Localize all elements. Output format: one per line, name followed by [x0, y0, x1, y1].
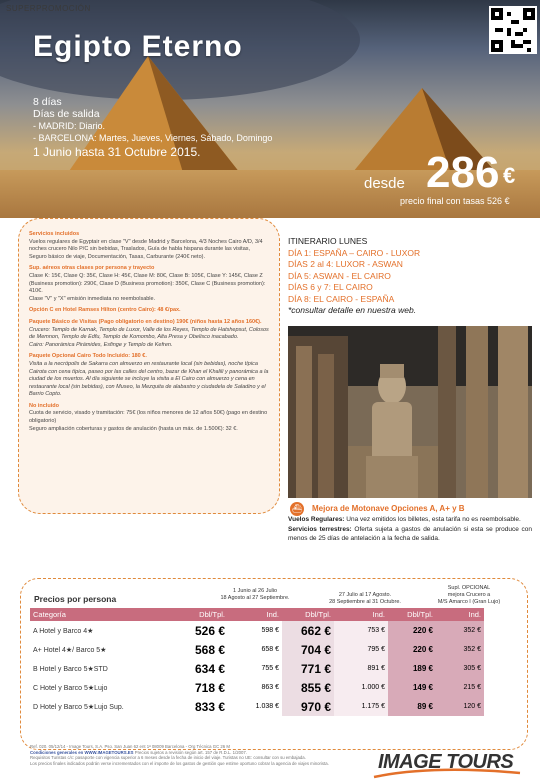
row-category: C Hotel y Barco 5★Lujo — [33, 684, 108, 692]
land-services-label: Servicios terrestres: — [288, 526, 352, 534]
price-dbl1: 634 € — [194, 661, 225, 676]
not-included-heading: No incluido — [29, 402, 59, 409]
table-row — [30, 621, 484, 640]
table-row — [30, 678, 484, 697]
date-range: 1 Junio hasta 31 Octubre 2015. — [33, 145, 201, 159]
price-dbl2: 662 € — [282, 621, 334, 640]
price-ind3: 120 € — [436, 697, 484, 716]
insurance-text: Seguro ampliación coberturas y gastos de anulación (hasta un máx. de 1.500€): 32 €. — [29, 425, 238, 432]
cruise-visits: Crucero: Templo de Karnak, Templo de Luxor, Valle de los Reyes, Templo de Hatshepsut, Colosos de Memnon, Templo de Edfu, Templo de Komombo, Alta Presa y Obelisco inacabado. — [29, 326, 269, 341]
price-table-header — [30, 608, 484, 621]
page-title: Egipto Eterno — [33, 30, 243, 63]
itinerary-day: DÍAS 2 al 4: LUXOR - ASWAN — [288, 259, 403, 269]
price-ind3: 305 € — [436, 659, 484, 678]
row-category: B Hotel y Barco 5★STD — [33, 665, 108, 673]
header-ind1: Ind. — [228, 608, 282, 621]
table-row — [30, 697, 484, 716]
superpromo-label: SUPERPROMOCIÓN — [6, 4, 91, 13]
price-final-note: precio final con tasas 526 € — [400, 196, 510, 206]
logo-swoosh-icon — [372, 765, 522, 779]
itinerary-day: DÍA 8: EL CAIRO - ESPAÑA — [288, 293, 395, 304]
table-row — [30, 640, 484, 659]
itinerary-note: *consultar detalle en nuestra web. — [288, 305, 417, 315]
itinerary-day: DÍA 5: ASWAN - EL CAIRO — [288, 270, 391, 281]
madrid-departures: - MADRID: Diario. — [33, 121, 106, 131]
price-ind1: 1.038 € — [255, 703, 279, 710]
price-table — [30, 608, 484, 716]
services-included-heading: Servicios incluidos — [29, 231, 80, 237]
conditions-link[interactable]: Condiciones generales en WWW.IMAGETOURS.ES — [30, 749, 134, 755]
period1-label: 1 Junio al 26 Julio 18 Agosto al 27 Septiembre. — [220, 588, 290, 601]
itinerary-title: ITINERARIO LUNES — [288, 236, 368, 246]
services-included-text: Vuelos regulares de Egyptair en clase "V" desde Madrid y Barcelona, 4/3 Noches Cairo A/D, 3/4 noches crucero Nilo P/C sin bebidas, Traslados, Guía de habla hispana durante las visitas, Seguro básico de viaje, Documentación, Tasas, Carburante (240€ neto). — [29, 238, 263, 260]
price-dbl3: 189 € — [388, 659, 436, 678]
price-ind1: 598 € — [261, 627, 279, 634]
days-count: 8 días — [33, 96, 62, 108]
departure-label: Días de salida — [33, 108, 100, 120]
header-ind2: Ind. — [334, 608, 388, 621]
air-supplements-note: Clase "V" y "X" emisión inmediata no reembolsable. — [29, 295, 156, 302]
price-dbl3: 149 € — [388, 678, 436, 697]
header-dbl1: Dbl/Tpl. — [176, 608, 228, 621]
image-tours-logo: IMAGE TOURS — [378, 751, 514, 773]
row-category: A+ Hotel 4★/ Barco 5★ — [33, 646, 107, 654]
price-ind2: 753 € — [334, 621, 388, 640]
services-box — [18, 218, 280, 514]
flights-text: Una vez emitidos los billetes, esta tarifa no es reembolsable. — [346, 515, 521, 523]
price-ind3: 215 € — [436, 678, 484, 697]
price-ind2: 1.000 € — [334, 678, 388, 697]
optional-package-heading: Paquete Opcional Cairo Todo Incluido: 180 €. — [29, 353, 147, 360]
final-prices-note: Los precios finales indicados podrán verse incrementados con el importe de los gastos de gestión que estime oportuno cobrar la agencia de viajes minorista. — [30, 760, 329, 766]
header-category: Categoría — [30, 608, 176, 621]
conditions-text: Precios sujetos a revisión según art. 157 de R.D.L. 1/2007. — [134, 749, 248, 755]
row-category: A Hotel y Barco 4★ — [33, 627, 94, 635]
itinerary-day: DÍA 1: ESPAÑA – CAIRO - LUXOR — [288, 247, 421, 258]
price-dbl2: 771 € — [282, 659, 334, 678]
optional-package-text: Visita a la necrópolis de Sakarra con almuerzo en restaurante local (sin bebidas), noche típica Cairota con cena típica, paseo por las calles del centro, bazar de Khan el Khalili y panorámica a la ciudad de los muertos. Al día siguiente se incluye la visita a El Cairo con almuerzo y cena en restaurante local (sin bebidas), con Museo, la Mezquita de alabastro y ciudadela de Saladino y el Barrio Copto. — [29, 360, 269, 398]
basic-visits-heading: Paquete Básico de Visitas (Pago obligatorio en destino) 190€ (niños hasta 12 años 160€). — [29, 318, 262, 325]
itinerary — [288, 236, 420, 317]
barcelona-departures: - BARCELONA: Martes, Jueves, Viernes, Sábado, Domingo — [33, 133, 273, 143]
requirements-text: Requisitos Turistas c/c: pasaporte con vigencia superior a 6 meses desde la fecha de inicio del viaje. Turistas no UE: consultar con su embajada. — [30, 755, 306, 761]
option-c-hotel: Opción C en Hotel Ramses Hilton (centro Cairo): 48 €/pax. — [29, 307, 181, 314]
flights-label: Vuelos Regulares: — [288, 515, 345, 523]
price-dbl1: 718 € — [194, 680, 225, 695]
motonave-title: Mejora de Motonave Opciones A, A+ y B — [312, 504, 465, 513]
price-ind3: 352 € — [436, 640, 484, 659]
footer-ref: Ref. 020. 05/12/14 - Image Tours, S.A. Pso. San Juan 62 ent 1ª 08009 Barcelona - Org Técnica GC 26 M — [30, 744, 230, 749]
cairo-visits: Cairo: Panorámica Pirámides, Esfinge y Templo de Kefren. — [29, 341, 173, 348]
row-category: D Hotel y Barco 5★Lujo Sup. — [33, 703, 124, 711]
table-row — [30, 659, 484, 678]
price-ind3: 352 € — [436, 621, 484, 640]
price-ind1: 658 € — [261, 646, 279, 653]
header-dbl3: Dbl/Tpl. — [388, 608, 436, 621]
price-value: 286 — [426, 148, 500, 197]
price-ind2: 795 € — [334, 640, 388, 659]
not-included-text: Cuota de servicio, visado y tramitación: 75€ (los niños menores de 12 años 50€) (pago en destino obligatorio) — [29, 410, 268, 425]
air-supplements-heading: Sup. aéreos otras clases por persona y trayecto — [29, 265, 155, 272]
header-dbl2: Dbl/Tpl. — [282, 608, 334, 621]
price-dbl2: 704 € — [282, 640, 334, 659]
trip-info — [33, 96, 272, 158]
itinerary-day: DÍAS 6 y 7: EL CAIRO — [288, 282, 373, 292]
air-supplements-text: Clase K: 15€, Clase Q: 35€, Clase H: 45€, Clase M: 80€, Clase B: 105€, Clase Y: 145€, Clase Z (Business promotion): 290€, Clase D (Business promotion): 350€, Clase C (Business promotion): 410€. — [29, 272, 266, 295]
price-dbl1: 833 € — [194, 699, 225, 714]
price-dbl3: 220 € — [388, 640, 436, 659]
boat-icon: ⛴ — [290, 502, 304, 516]
price-desde: desde — [364, 175, 405, 192]
price-dbl3: 89 € — [388, 697, 436, 716]
price-ind1: 755 € — [261, 665, 279, 672]
prices-title: Precios por persona — [34, 594, 117, 604]
price-currency: € — [503, 163, 516, 188]
motonave-section — [288, 505, 532, 543]
period2-label: 27 Julio al 17 Agosto. 28 Septiembre al 31 Octubre. — [329, 592, 401, 605]
header-ind3: Ind. — [436, 608, 484, 621]
land-services-text: Oferta sujeta a gastos de anulación si esta se produce con menos de 25 días de antelación a la fecha de salida. — [288, 526, 532, 542]
cruise-supplement-label: Supl. OPCIONAL mejora Crucero a M/S Amarco I (Gran Lujo) — [437, 585, 501, 605]
price-dbl1: 526 € — [194, 623, 225, 638]
qr-code[interactable] — [489, 6, 537, 54]
price-dbl1: 568 € — [194, 642, 225, 657]
footer-text — [30, 744, 360, 766]
price-dbl2: 970 € — [282, 697, 334, 716]
price-ind1: 863 € — [261, 684, 279, 691]
price-ind2: 1.175 € — [334, 697, 388, 716]
price-dbl3: 220 € — [388, 621, 436, 640]
temple-photo — [288, 326, 532, 498]
price-dbl2: 855 € — [282, 678, 334, 697]
hero-banner — [0, 0, 540, 218]
price-ind2: 891 € — [334, 659, 388, 678]
